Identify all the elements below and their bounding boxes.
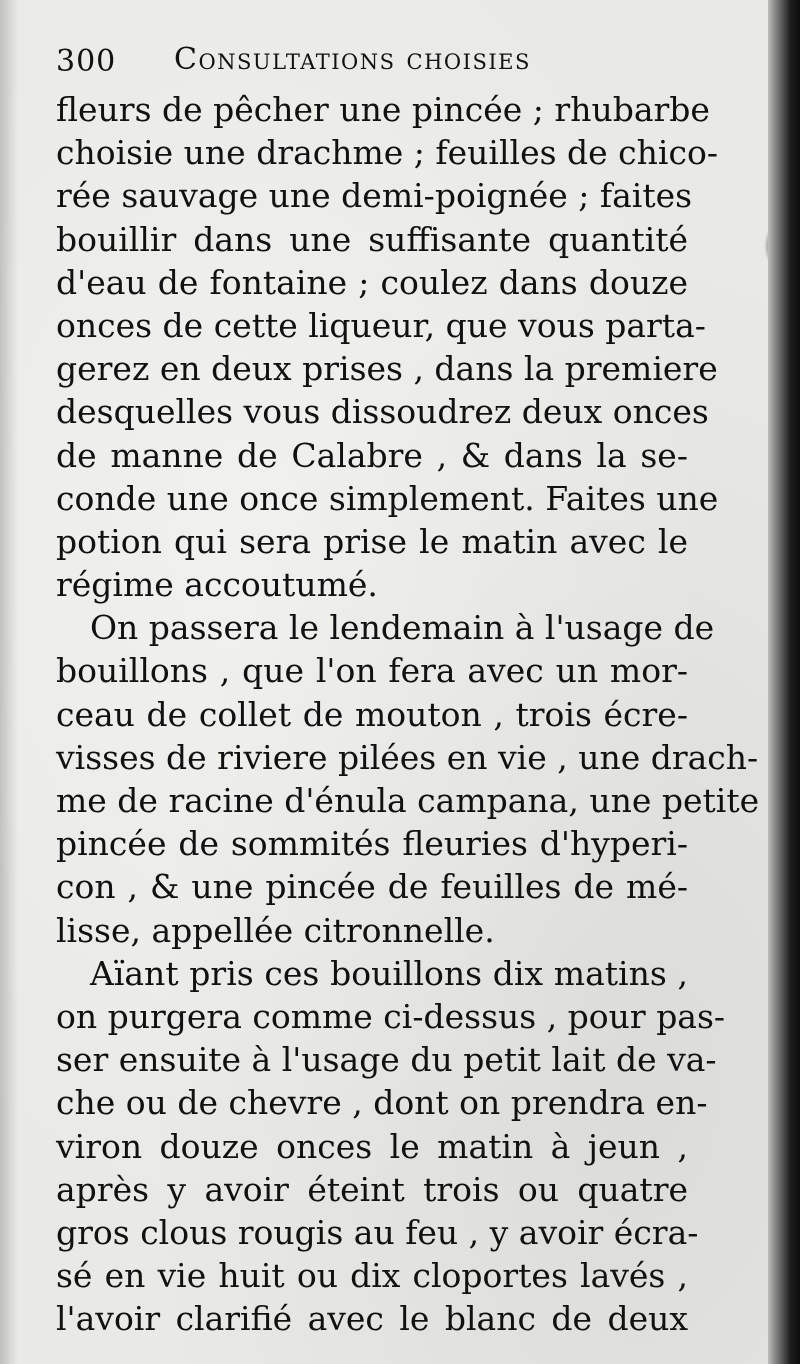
text-line: conde une once simplement. Faites une bbox=[56, 478, 719, 518]
text-line: me de racine d'énula campana, une petite bbox=[56, 781, 760, 820]
text-line: gerez en deux prises , dans la premiere bbox=[56, 349, 718, 389]
text-line: viron douze onces le matin à jeun , bbox=[56, 1126, 688, 1166]
paragraph-3 bbox=[56, 952, 726, 1341]
text-line: sé en vie huit ou dix cloportes lavés , bbox=[56, 1256, 688, 1296]
text-line: onces de cette liqueur, que vous parta- bbox=[56, 305, 706, 345]
text-line: pincée de sommités fleuries d'hyperi- bbox=[56, 824, 688, 864]
text-line: gros clous rougis au feu , y avoir écra- bbox=[56, 1212, 699, 1252]
text-line: potion qui sera prise le matin avec le bbox=[56, 521, 688, 561]
page-header bbox=[56, 40, 696, 90]
text-line: lisse, appellée citronnelle. bbox=[56, 910, 495, 950]
text-line: après y avoir éteint trois ou quatre bbox=[56, 1169, 688, 1209]
text-line: desquelles vous dissoudrez deux onces bbox=[56, 392, 709, 432]
text-line: d'eau de fontaine ; coulez dans douze bbox=[56, 262, 688, 302]
text-line: che ou de chevre , dont on prendra en- bbox=[56, 1083, 708, 1123]
text-line: On passera le lendemain à l'usage de bbox=[90, 608, 715, 648]
text-line: rée sauvage une demi-poignée ; faites bbox=[56, 176, 693, 216]
text-line: régime accoutumé. bbox=[56, 565, 378, 605]
body-text bbox=[56, 88, 760, 1340]
text-line: l'avoir clarifié avec le blanc de deux bbox=[56, 1299, 688, 1339]
text-line: ceau de collet de mouton , trois écre- bbox=[56, 694, 688, 734]
text-line: Aïant pris ces bouillons dix matins , bbox=[90, 953, 688, 993]
text-line: fleurs de pêcher une pincée ; rhubarbe bbox=[56, 90, 710, 129]
book-binding-edge bbox=[768, 0, 800, 1364]
text-line: bouillir dans une suffisante quantité bbox=[56, 219, 688, 259]
text-line: visses de riviere pilées en vie , une drach- bbox=[56, 737, 759, 777]
page-number: 300 bbox=[56, 44, 117, 79]
text-line: de manne de Calabre , & dans la se- bbox=[56, 435, 688, 475]
running-title: Consultations choisies bbox=[174, 42, 531, 77]
page-shadow bbox=[0, 0, 18, 1364]
text-line: bouillons , que l'on fera avec un mor- bbox=[56, 651, 688, 691]
text-line: con , & une pincée de feuilles de mé- bbox=[56, 867, 688, 907]
text-line: ser ensuite à l'usage du petit lait de va- bbox=[56, 1040, 717, 1080]
text-line: choisie une drachme ; feuilles de chico- bbox=[56, 133, 718, 173]
text-line: on purgera comme ci-dessus , pour pas- bbox=[56, 996, 726, 1036]
paragraph-1 bbox=[56, 88, 719, 606]
paragraph-2 bbox=[56, 606, 760, 952]
